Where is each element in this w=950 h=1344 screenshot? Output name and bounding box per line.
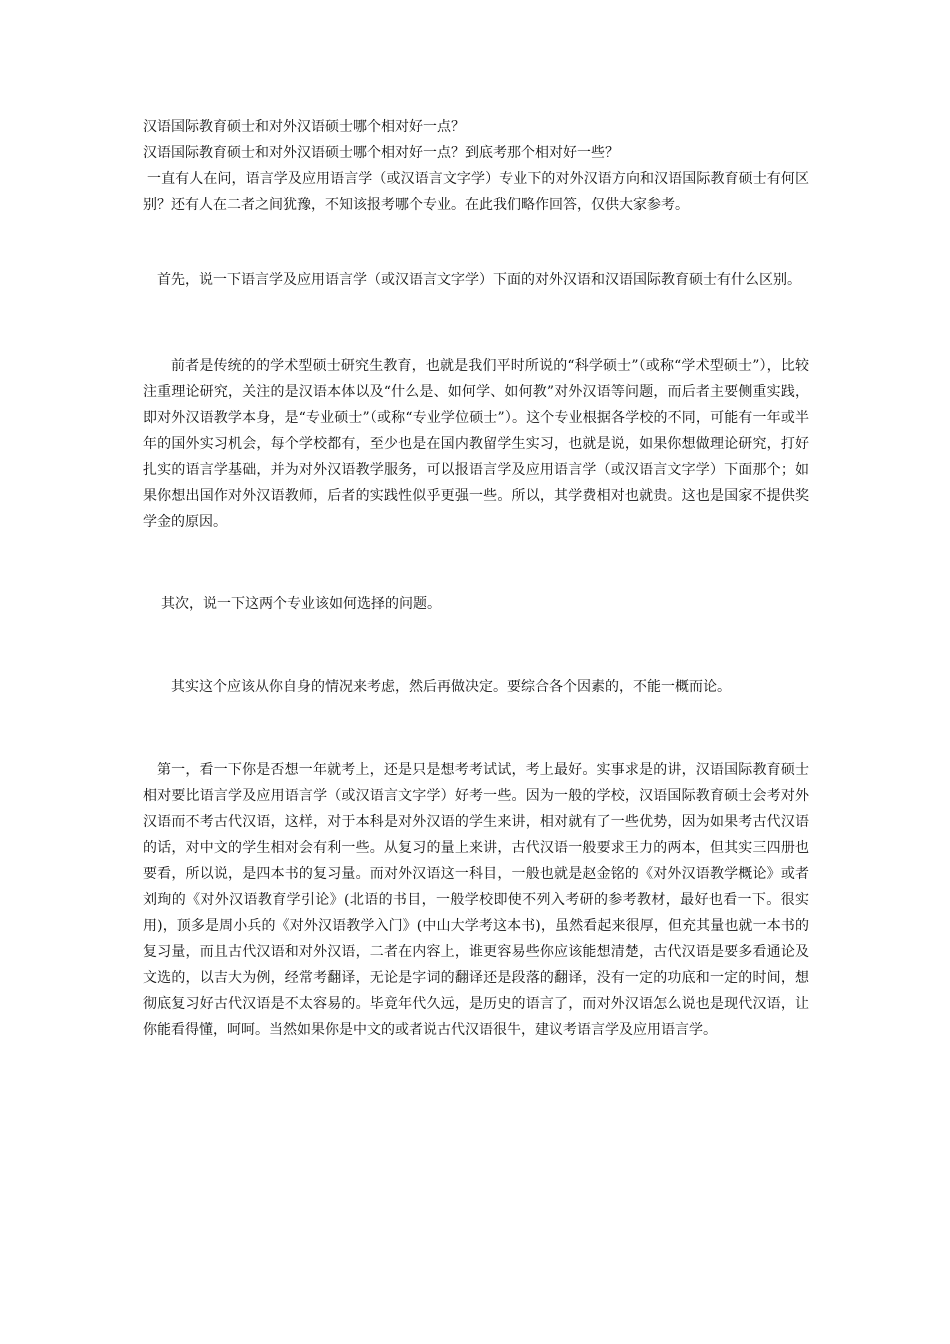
paragraph-spacer (143, 218, 809, 267)
paragraph-spacer (143, 700, 809, 757)
document-title-1: 汉语国际教育硕士和对外汉语硕士哪个相对好一点？ (143, 119, 465, 135)
paragraph-spacer (143, 293, 809, 353)
paragraph-second-point: 其次，说一下这两个专业该如何选择的问题。 (161, 596, 441, 612)
paragraph-detail: 第一，看一下你是否想一年就考上，还是只是想考考试试，考上最好。实事求是的讲，汉语国际教育硕士相对要比语言学及应用语言学（或汉语言文字学）好考一些。因为一般的学校，汉语国际教育硕士会考对外汉语而不考古代汉语，这样，对于本科是对外汉语的学生来讲，相对就有了一些优势，因为如果考古代汉语的话，对中文的学生相对会有利一些。从复习的量上来讲，古代汉语一般要求王力的两本，但其实三四册也要看，所以说，是四本书的复习量。而对外汉语这一科目，一般也就是赵金铭的《对外汉语教学概论》或者刘珣的《对外汉语教育学引论》(北语的书目，一般学校即使不列入考研的参考教材，最好也看一下。很实用)，顶多是周小兵的《对外汉语教学入门》(中山大学考这本书)，虽然看起来很厚，但充其量也就一本书的复习量，而且古代汉语和对外汉语，二者在内容上，谁更容易些你应该能想清楚，古代汉语是要多看通论及文选的，以吉大为例，经常考翻译，无论是字词的翻译还是段落的翻译，没有一定的功底和一定的时间，想彻底复习好古代汉语是不太容易的。毕竟年代久远，是历史的语言了，而对外汉语怎么说也是现代汉语，让你能看得懂，呵呵。当然如果你是中文的或者说古代汉语很牛，建议考语言学及应用语言学。 (143, 762, 809, 1038)
paragraph-spacer (143, 617, 809, 674)
paragraph-spacer (143, 535, 809, 591)
paragraph-comparison: 前者是传统的的学术型硕士研究生教育，也就是我们平时所说的“科学硕士”（或称“学术型硕士”），比较注重理论研究，关注的是汉语本体以及“什么是、如何学、如何教”对外汉语等问题，而后者主要侧重实践，即对外汉语教学本身，是“专业硕士”（或称“专业学位硕士”）。这个专业根据各学校的不同，可能有一年或半年的国外实习机会，每个学校都有，至少也是在国内教留学生实习，也就是说，如果你想做理论研究，打好扎实的语言学基础，并为对外汉语教学服务，可以报语言学及应用语言学（或汉语言文字学）下面那个；如果你想出国作对外汉语教师，后者的实践性似乎更强一些。所以，其学费相对也就贵。这也是国家不提供奖学金的原因。 (143, 358, 809, 530)
paragraph-advice: 其实这个应该从你自身的情况来考虑，然后再做决定。要综合各个因素的，不能一概而论。 (171, 679, 731, 695)
document-title-2: 汉语国际教育硕士和对外汉语硕士哪个相对好一点？到底考那个相对好一些？ (143, 145, 619, 161)
paragraph-first-point: 首先，说一下语言学及应用语言学（或汉语言文字学）下面的对外汉语和汉语国际教育硕士有什么区别。 (157, 272, 801, 288)
paragraph-intro: 一直有人在问，语言学及应用语言学（或汉语言文字学）专业下的对外汉语方向和汉语国际教育硕士有何区别？还有人在二者之间犹豫，不知该报考哪个专业。在此我们略作回答，仅供大家参考。 (143, 171, 809, 213)
document-page (143, 114, 809, 1043)
